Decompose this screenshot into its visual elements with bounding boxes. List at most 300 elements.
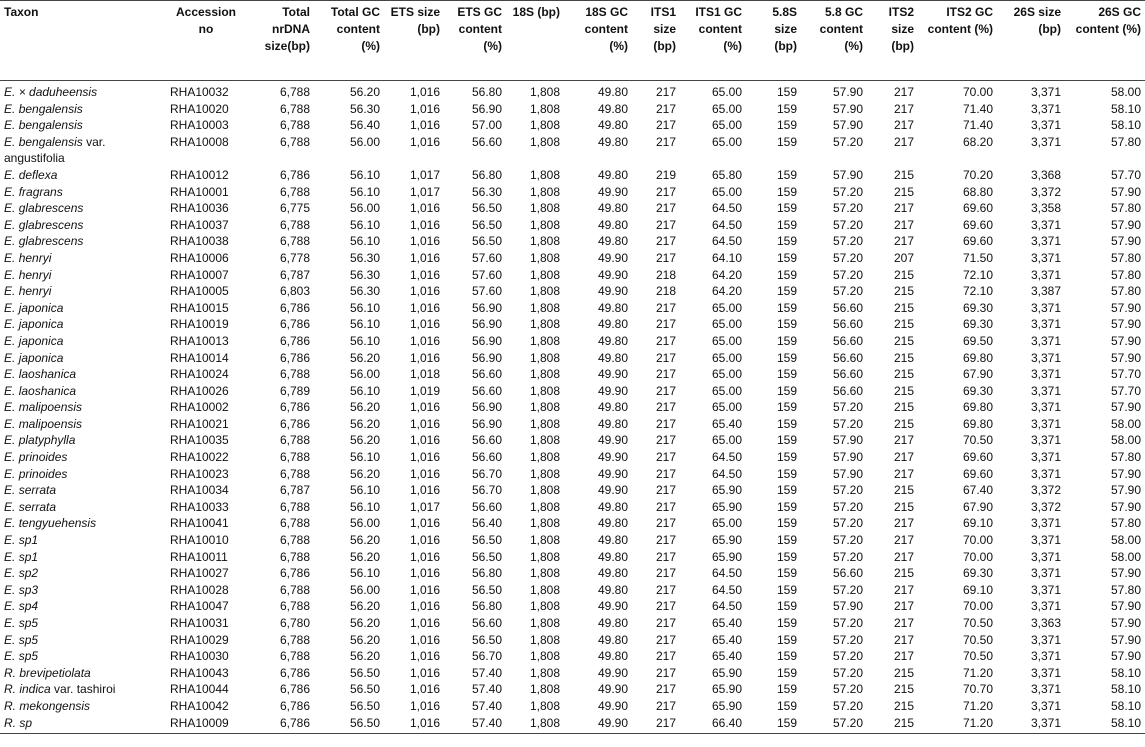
- value-cell: 3,371: [1030, 101, 1061, 116]
- value-cell: 57.20: [832, 649, 863, 664]
- value-cell: 56.60: [471, 134, 502, 149]
- value-cell: 6,786: [279, 665, 310, 680]
- value-cell: 1,016: [409, 698, 440, 713]
- value-cell: 6,788: [279, 184, 310, 199]
- value-cell: 49.80: [597, 632, 628, 647]
- value-cell: 64.20: [711, 284, 742, 299]
- value-cell: 65.00: [711, 333, 742, 348]
- taxon-cell: [0, 532, 166, 549]
- accession-cell: RHA10041: [170, 516, 229, 531]
- value-cell: 159: [776, 499, 797, 514]
- taxon-cell: [0, 549, 166, 566]
- value-cell: 159: [776, 267, 797, 282]
- table-row: [0, 698, 1145, 715]
- value-cell: 6,786: [279, 300, 310, 315]
- table-row: [0, 101, 1145, 118]
- value-cell: 1,016: [409, 284, 440, 299]
- taxon-cell: [0, 598, 166, 615]
- value-cell: 67.90: [962, 367, 993, 382]
- value-cell: 49.90: [597, 665, 628, 680]
- value-cell: 49.80: [597, 350, 628, 365]
- value-cell: 69.50: [962, 333, 993, 348]
- value-cell: 65.40: [711, 416, 742, 431]
- value-cell: 57.90: [1110, 184, 1141, 199]
- value-cell: 1,808: [529, 400, 560, 415]
- value-cell: 65.00: [711, 101, 742, 116]
- value-cell: 217: [655, 234, 676, 249]
- taxon-genus: E.: [4, 217, 16, 232]
- value-cell: 57.20: [832, 665, 863, 680]
- value-cell: 57.40: [471, 698, 502, 713]
- taxon-variety: var. angustifolia: [4, 134, 106, 166]
- value-cell: 1,016: [409, 665, 440, 680]
- value-cell: 6,789: [279, 383, 310, 398]
- taxon-epithet: bengalensis: [18, 134, 83, 149]
- value-cell: 1,016: [409, 433, 440, 448]
- value-cell: 69.80: [962, 400, 993, 415]
- value-cell: 1,808: [529, 566, 560, 581]
- value-cell: 57.90: [832, 466, 863, 481]
- value-cell: 1,808: [529, 234, 560, 249]
- value-cell: 217: [893, 632, 914, 647]
- value-cell: 159: [776, 367, 797, 382]
- value-cell: 57.90: [1110, 566, 1141, 581]
- value-cell: 49.90: [597, 698, 628, 713]
- value-cell: 3,371: [1030, 698, 1061, 713]
- value-cell: 6,780: [279, 616, 310, 630]
- value-cell: 56.00: [349, 134, 380, 149]
- value-cell: 56.10: [349, 300, 380, 315]
- value-cell: 1,016: [409, 333, 440, 348]
- accession-cell: RHA10026: [170, 383, 229, 398]
- value-cell: 70.20: [962, 167, 993, 182]
- table-row: [0, 383, 1145, 400]
- value-cell: 6,788: [279, 433, 310, 448]
- value-cell: 49.90: [597, 682, 628, 697]
- value-cell: 68.80: [962, 184, 993, 199]
- value-cell: 159: [776, 616, 797, 630]
- value-cell: 57.90: [832, 167, 863, 182]
- value-cell: 218: [655, 267, 676, 282]
- value-cell: 217: [893, 599, 914, 614]
- value-cell: 6,786: [279, 350, 310, 365]
- taxon-genus: E.: [4, 234, 16, 249]
- value-cell: 64.50: [711, 582, 742, 597]
- value-cell: 71.50: [962, 250, 993, 265]
- value-cell: 1,808: [529, 250, 560, 265]
- value-cell: 217: [655, 682, 676, 697]
- value-cell: 57.90: [832, 118, 863, 133]
- value-cell: 1,017: [409, 184, 440, 199]
- value-cell: 57.70: [1110, 167, 1141, 182]
- accession-cell: RHA10003: [170, 118, 229, 133]
- value-cell: 56.50: [471, 582, 502, 597]
- table-row: [0, 416, 1145, 433]
- value-cell: 3,371: [1030, 300, 1061, 315]
- value-cell: 217: [655, 549, 676, 564]
- value-cell: 57.70: [1110, 367, 1141, 382]
- value-cell: 215: [893, 300, 914, 315]
- value-cell: 57.20: [832, 416, 863, 431]
- value-cell: 1,019: [409, 383, 440, 398]
- value-cell: 3,358: [1030, 201, 1061, 216]
- value-cell: 159: [776, 533, 797, 548]
- taxon-epithet: glabrescens: [18, 217, 84, 232]
- value-cell: 217: [893, 450, 914, 465]
- value-cell: 56.50: [349, 665, 380, 680]
- taxon-genus: E.: [4, 350, 16, 365]
- accession-cell: RHA10008: [170, 134, 229, 149]
- value-cell: 65.00: [711, 134, 742, 149]
- taxon-genus: E.: [4, 549, 16, 564]
- accession-cell: RHA10037: [170, 217, 229, 232]
- value-cell: 58.10: [1110, 118, 1141, 133]
- value-cell: 67.40: [962, 483, 993, 498]
- value-cell: 6,788: [279, 118, 310, 133]
- value-cell: 56.80: [471, 85, 502, 99]
- value-cell: 65.00: [711, 433, 742, 448]
- table-row: [0, 134, 1145, 167]
- value-cell: 57.80: [1110, 267, 1141, 282]
- value-cell: 1,016: [384, 715, 444, 734]
- value-cell: 57.90: [1110, 350, 1141, 365]
- value-cell: 1,808: [529, 383, 560, 398]
- value-cell: 56.60: [832, 333, 863, 348]
- accession-cell: RHA10006: [170, 250, 229, 265]
- value-cell: 217: [655, 516, 676, 531]
- value-cell: 6,786: [279, 167, 310, 182]
- value-cell: 58.00: [1110, 549, 1141, 564]
- value-cell: 57.90: [1110, 483, 1141, 498]
- taxon-cell: [0, 681, 166, 698]
- value-cell: 58.00: [1110, 433, 1141, 448]
- value-cell: 57.80: [1110, 250, 1141, 265]
- value-cell: 70.50: [962, 649, 993, 664]
- value-cell: 159: [776, 234, 797, 249]
- table-row: [0, 316, 1145, 333]
- value-cell: 6,788: [279, 549, 310, 564]
- value-cell: 57.80: [1110, 516, 1141, 531]
- value-cell: 57.20: [832, 234, 863, 249]
- column-header: Total nrDNA size(bp): [246, 1, 314, 81]
- value-cell: 56.20: [349, 533, 380, 548]
- taxon-genus: E.: [4, 101, 16, 116]
- value-cell: 159: [776, 167, 797, 182]
- value-cell: 58.10: [1110, 101, 1141, 116]
- taxon-genus: E.: [4, 516, 16, 531]
- table-row: [0, 250, 1145, 267]
- value-cell: 3,371: [1030, 582, 1061, 597]
- value-cell: 217: [655, 649, 676, 664]
- value-cell: 6,788: [279, 632, 310, 647]
- taxon-genus: E.: [4, 649, 16, 664]
- value-cell: 159: [746, 715, 801, 734]
- taxon-epithet: serrata: [18, 483, 57, 498]
- value-cell: 69.60: [962, 450, 993, 465]
- taxon-genus: E.: [4, 533, 16, 548]
- taxon-genus: E.: [4, 632, 16, 647]
- value-cell: 217: [655, 450, 676, 465]
- value-cell: 57.20: [832, 217, 863, 232]
- taxon-genus: E.: [4, 317, 16, 332]
- taxon-genus: R.: [4, 665, 16, 680]
- table-row: [0, 598, 1145, 615]
- value-cell: 217: [655, 184, 676, 199]
- taxon-variety: var. tashiroi: [54, 682, 116, 697]
- value-cell: 49.80: [597, 85, 628, 99]
- value-cell: 65.00: [711, 400, 742, 415]
- value-cell: 1,017: [409, 499, 440, 514]
- value-cell: 215: [893, 383, 914, 398]
- value-cell: 49.90: [597, 433, 628, 448]
- value-cell: 56.70: [471, 483, 502, 498]
- value-cell: 1,808: [529, 167, 560, 182]
- value-cell: 56.60: [471, 383, 502, 398]
- value-cell: 1,808: [529, 616, 560, 630]
- value-cell: 3,387: [1030, 284, 1061, 299]
- table-row: [0, 665, 1145, 682]
- value-cell: 217: [893, 134, 914, 149]
- value-cell: 56.90: [471, 350, 502, 365]
- value-cell: 56.10: [349, 450, 380, 465]
- value-cell: 49.80: [597, 118, 628, 133]
- taxon-genus: R.: [4, 698, 16, 713]
- value-cell: 49.80: [597, 101, 628, 116]
- value-cell: 6,786: [279, 317, 310, 332]
- value-cell: 1,808: [529, 698, 560, 713]
- value-cell: 56.50: [471, 234, 502, 249]
- value-cell: 57.20: [832, 267, 863, 282]
- value-cell: 159: [776, 582, 797, 597]
- column-header: Total GC content (%): [314, 1, 384, 81]
- value-cell: 6,788: [279, 450, 310, 465]
- column-header: ITS1 size (bp): [632, 1, 680, 81]
- value-cell: 3,363: [1030, 616, 1061, 630]
- value-cell: 1,016: [409, 201, 440, 216]
- table-row: [0, 333, 1145, 350]
- value-cell: 3,372: [1030, 499, 1061, 514]
- value-cell: 1,016: [409, 416, 440, 431]
- accession-cell: RHA10024: [170, 367, 229, 382]
- table-row: [0, 632, 1145, 649]
- table-row: [0, 267, 1145, 284]
- value-cell: 3,371: [1030, 433, 1061, 448]
- value-cell: 159: [776, 516, 797, 531]
- taxon-epithet: sp3: [18, 582, 39, 597]
- column-header: ITS2 GC content (%): [918, 1, 997, 81]
- taxon-genus: E.: [4, 616, 16, 630]
- value-cell: 159: [776, 400, 797, 415]
- taxon-epithet: laoshanica: [18, 367, 77, 382]
- accession-cell: RHA10005: [170, 284, 229, 299]
- value-cell: 56.20: [349, 416, 380, 431]
- table-row: [0, 399, 1145, 416]
- value-cell: 56.20: [349, 466, 380, 481]
- value-cell: 49.90: [597, 383, 628, 398]
- value-cell: 6,788: [279, 533, 310, 548]
- value-cell: 3,371: [1030, 566, 1061, 581]
- accession-cell: RHA10047: [170, 599, 229, 614]
- value-cell: 64.50: [711, 599, 742, 614]
- value-cell: 217: [655, 416, 676, 431]
- value-cell: 64.50: [711, 201, 742, 216]
- value-cell: 56.80: [471, 167, 502, 182]
- value-cell: 217: [655, 433, 676, 448]
- value-cell: 6,788: [279, 466, 310, 481]
- value-cell: 159: [776, 599, 797, 614]
- column-header: ETS size (bp): [384, 1, 444, 81]
- accession-cell: RHA10011: [170, 549, 228, 564]
- value-cell: 49.90: [597, 483, 628, 498]
- value-cell: 57.90: [1110, 234, 1141, 249]
- taxon-cell: [0, 665, 166, 682]
- value-cell: 57.90: [1110, 599, 1141, 614]
- taxon-cell: [0, 81, 166, 101]
- taxon-cell: [0, 233, 166, 250]
- taxon-cell: [0, 499, 166, 516]
- value-cell: 1,017: [409, 167, 440, 182]
- value-cell: 57.00: [471, 118, 502, 133]
- value-cell: 69.60: [962, 234, 993, 249]
- value-cell: 56.30: [349, 284, 380, 299]
- value-cell: 57.60: [471, 284, 502, 299]
- table-row: [0, 499, 1145, 516]
- value-cell: 56.70: [471, 649, 502, 664]
- value-cell: 64.50: [711, 466, 742, 481]
- taxon-epithet: laoshanica: [18, 383, 77, 398]
- value-cell: 1,016: [409, 400, 440, 415]
- value-cell: 65.00: [711, 118, 742, 133]
- taxon-cell: [0, 333, 166, 350]
- value-cell: 217: [893, 582, 914, 597]
- value-cell: 49.90: [597, 599, 628, 614]
- taxon-cell: [0, 250, 166, 267]
- value-cell: 159: [776, 350, 797, 365]
- taxon-genus: E.: [4, 599, 16, 614]
- value-cell: 217: [893, 201, 914, 216]
- value-cell: 70.00: [962, 599, 993, 614]
- value-cell: 57.90: [832, 85, 863, 99]
- accession-cell: RHA10020: [170, 101, 229, 116]
- value-cell: 215: [893, 400, 914, 415]
- value-cell: 3,371: [1030, 118, 1061, 133]
- value-cell: 6,786: [279, 333, 310, 348]
- accession-cell: RHA10035: [170, 433, 229, 448]
- value-cell: 49.80: [597, 649, 628, 664]
- value-cell: 1,808: [529, 433, 560, 448]
- value-cell: 217: [893, 118, 914, 133]
- value-cell: 49.80: [597, 333, 628, 348]
- value-cell: 215: [893, 317, 914, 332]
- value-cell: 58.00: [1110, 416, 1141, 431]
- value-cell: 57.40: [471, 665, 502, 680]
- value-cell: 56.60: [471, 616, 502, 630]
- value-cell: 1,016: [409, 582, 440, 597]
- value-cell: 217: [893, 516, 914, 531]
- value-cell: 65.40: [711, 649, 742, 664]
- value-cell: 3,371: [1030, 450, 1061, 465]
- value-cell: 6,786: [279, 400, 310, 415]
- value-cell: 217: [655, 201, 676, 216]
- value-cell: 56.60: [471, 433, 502, 448]
- value-cell: 3,368: [1030, 167, 1061, 182]
- value-cell: 1,808: [529, 466, 560, 481]
- value-cell: 49.80: [597, 582, 628, 597]
- taxon-genus: E.: [4, 466, 16, 481]
- taxon-epithet: × daduheensis: [18, 85, 98, 99]
- taxon-genus: E.: [4, 134, 16, 149]
- value-cell: 65.40: [711, 616, 742, 630]
- value-cell: 56.20: [349, 350, 380, 365]
- value-cell: 69.80: [962, 416, 993, 431]
- value-cell: 65.40: [711, 632, 742, 647]
- taxon-epithet: deflexa: [18, 167, 58, 182]
- value-cell: 1,016: [409, 250, 440, 265]
- value-cell: 159: [776, 566, 797, 581]
- value-cell: 56.50: [314, 715, 384, 734]
- taxon-epithet: sp4: [18, 599, 39, 614]
- value-cell: 56.30: [471, 184, 502, 199]
- value-cell: 3,371: [1030, 85, 1061, 99]
- value-cell: 159: [776, 333, 797, 348]
- value-cell: 56.20: [349, 549, 380, 564]
- value-cell: 66.40: [680, 715, 746, 734]
- taxon-genus: E.: [4, 85, 16, 99]
- taxon-cell: [0, 200, 166, 217]
- value-cell: 57.20: [832, 616, 863, 630]
- accession-cell: RHA10032: [170, 85, 229, 99]
- value-cell: 57.60: [471, 267, 502, 282]
- taxon-cell: [0, 134, 166, 167]
- value-cell: 3,371: [1030, 416, 1061, 431]
- taxon-cell: [0, 399, 166, 416]
- value-cell: 215: [893, 167, 914, 182]
- value-cell: 56.10: [349, 234, 380, 249]
- taxon-genus: E.: [4, 250, 16, 265]
- value-cell: 6,786: [279, 566, 310, 581]
- taxon-cell: [0, 283, 166, 300]
- value-cell: 56.90: [471, 300, 502, 315]
- value-cell: 1,016: [409, 599, 440, 614]
- value-cell: 1,808: [529, 317, 560, 332]
- value-cell: 159: [776, 201, 797, 216]
- accession-cell: RHA10002: [170, 400, 229, 415]
- taxon-cell: [0, 184, 166, 201]
- taxon-epithet: sp5: [18, 649, 39, 664]
- value-cell: 217: [655, 582, 676, 597]
- value-cell: 215: [893, 483, 914, 498]
- taxon-cell: [0, 117, 166, 134]
- value-cell: 56.60: [471, 450, 502, 465]
- value-cell: 1,016: [409, 466, 440, 481]
- value-cell: 217: [655, 533, 676, 548]
- value-cell: 1,016: [409, 682, 440, 697]
- table-row: [0, 449, 1145, 466]
- value-cell: 56.60: [832, 350, 863, 365]
- value-cell: 217: [655, 466, 676, 481]
- value-cell: 70.00: [962, 549, 993, 564]
- value-cell: 57.20: [832, 698, 863, 713]
- taxon-genus: E.: [4, 433, 16, 448]
- value-cell: 57.90: [1110, 466, 1141, 481]
- taxon-cell: [0, 582, 166, 599]
- table-row: [0, 283, 1145, 300]
- value-cell: 6,786: [246, 715, 314, 734]
- value-cell: 64.10: [711, 250, 742, 265]
- value-cell: 3,371: [1030, 234, 1061, 249]
- value-cell: 217: [632, 715, 680, 734]
- taxon-cell: [0, 267, 166, 284]
